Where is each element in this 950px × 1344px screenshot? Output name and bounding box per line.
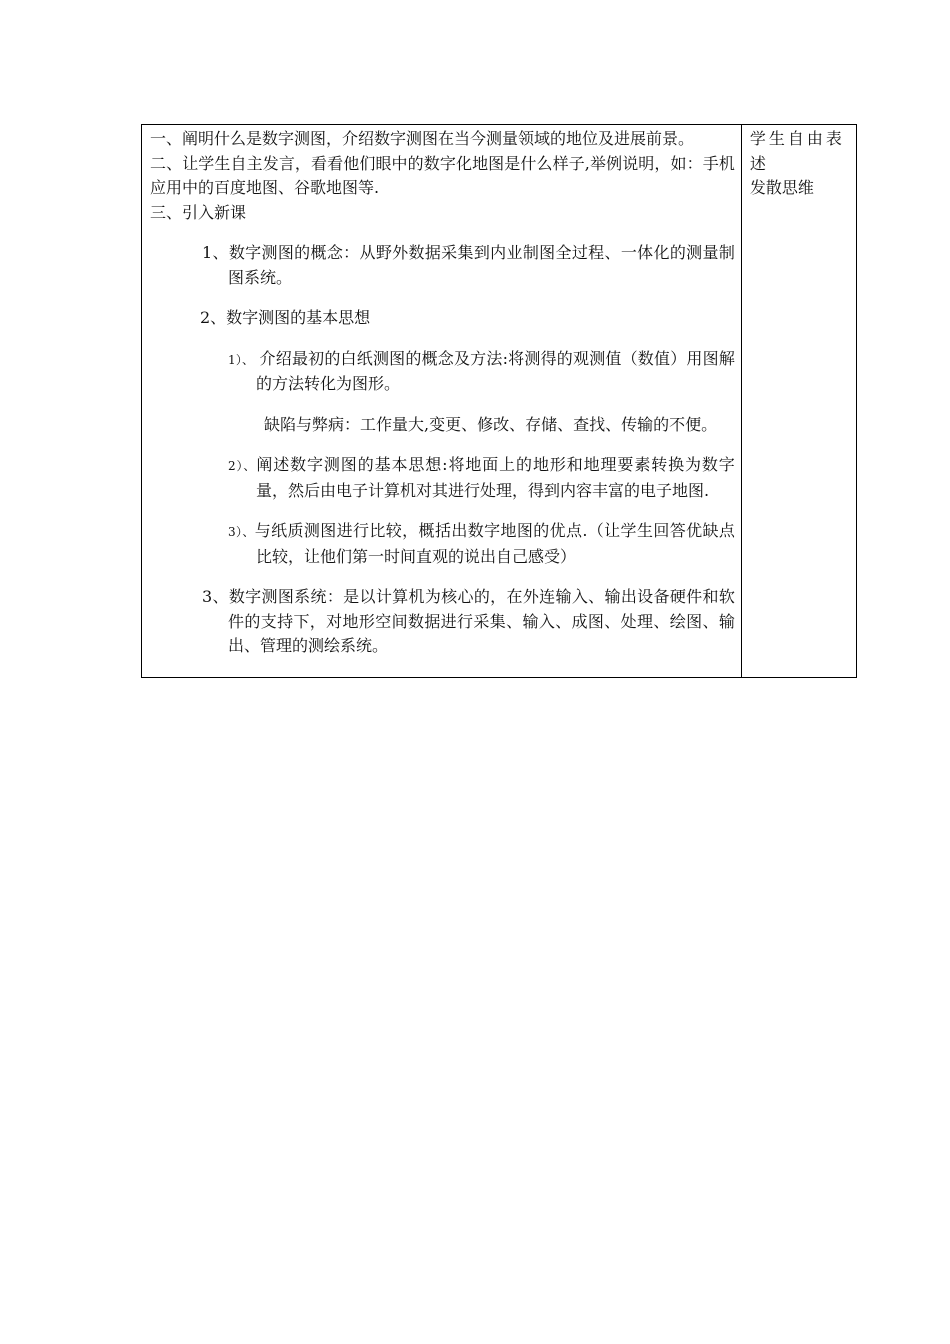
subitem-2-number: 2）、 — [228, 459, 257, 473]
table-row — [142, 125, 857, 678]
section-3-heading: 三、引入新课 — [150, 202, 247, 222]
student-activity-line-1: 学生自由表述 — [749, 129, 845, 173]
subitem-3-text: 与纸质测图进行比较，概括出数字地图的优点.（让学生回答优缺点比较，让他们第一时间直观的说出自己感受） — [254, 521, 735, 566]
subitem-1 — [228, 347, 735, 397]
lesson-table — [141, 124, 857, 678]
subitem-1-number: 1）、 — [228, 352, 255, 367]
subitem-2 — [228, 453, 735, 503]
item-3: 3、数字测图系统：是以计算机为核心的，在外连输入、输出设备硬件和软件的支持下，对地形空间数据进行采集、输入、成图、处理、绘图、输出、管理的测绘系统。 — [202, 587, 735, 655]
subitem-2-text: 阐述数字测图的基本思想:将地面上的地形和地理要素转换为数字量，然后由电子计算机对其进行处理，得到内容丰富的电子地图. — [256, 455, 735, 500]
subitem-1-defects: 缺陷与弊病：工作量大,变更、修改、存储、查找、传输的不便。 — [264, 414, 718, 434]
section-1: 一、阐明什么是数字测图，介绍数字测图在当今测量领域的地位及进展前景。 — [150, 129, 695, 148]
subitem-1-text: 介绍最初的白纸测图的概念及方法:将测得的观测值（数值）用图解的方法转化为图形。 — [254, 348, 735, 393]
student-activity-line-2: 发散思维 — [749, 178, 814, 197]
section-2: 二、让学生自主发言，看看他们眼中的数字化地图是什么样子,举例说明，如：手机应用中的百度地图、谷歌地图等. — [150, 153, 735, 197]
subitem-3 — [228, 519, 735, 569]
teaching-content-cell — [142, 125, 742, 678]
subitem-3-number: 3）、 — [228, 525, 255, 539]
item-2-heading: 2、数字测图的基本思想 — [200, 308, 371, 327]
student-activity-cell — [741, 125, 856, 678]
item-1: 1、数字测图的概念：从野外数据采集到内业制图全过程、一体化的测量制图系统。 — [202, 243, 735, 287]
